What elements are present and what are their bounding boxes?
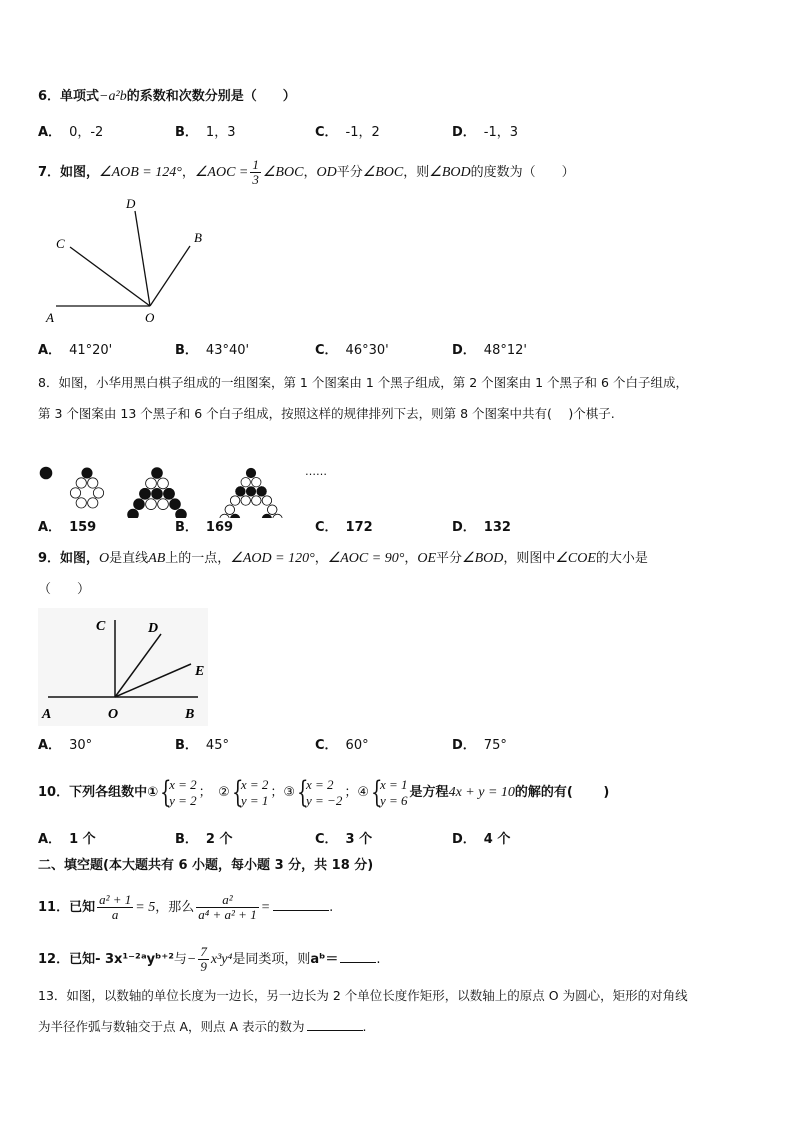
q8-options [38,518,738,538]
white-stone [76,478,86,488]
label-b: B [194,230,202,245]
q9-options [38,736,738,756]
q7-cond-aob: ∠AOB = 124° [99,165,182,180]
q12-fraction: $\frac{7}{9}$ [200,944,207,974]
q7-option-c[interactable]: C． 46°30' [315,343,389,358]
q8-stem-line1: 8．如图，小华用黑白棋子组成的一组图案，第 1 个图案由 1 个黑子组成，第 2 个图案由 1 个黑子和 6 个白子组成， [38,375,688,390]
q11-fraction-1: $\frac{\text{a² + 1}}{a}$ [99,892,132,922]
white-stone [241,496,250,505]
q6-option-d[interactable]: D． -1，3 [452,125,519,140]
black-stone [152,488,163,499]
black-stone [152,468,163,479]
q12-term-1: - 3x¹⁻²ᵃyᵇ⁺² [95,952,174,967]
black-stone [170,499,181,510]
black-stone [164,488,175,499]
white-stone [262,496,271,505]
q8-stone-patterns [30,428,350,518]
q7-option-d[interactable]: D． 48°12' [452,343,527,358]
q7-prefix: 7．如图， [38,165,100,180]
q7-cond-aoc: ∠AOC = [194,165,249,180]
ray-od [135,211,150,306]
black-stone [257,487,266,496]
q6-expr: −a²b [99,89,127,104]
q8-ellipsis: …… [305,465,327,478]
label-c: C [56,236,65,251]
q6-suffix: 的系数和次数分别是（ ） [126,89,296,104]
black-stone [128,509,139,518]
q10-system-4: { x = 1 y = 6 [371,774,408,810]
white-stone [76,498,86,508]
black-stone [40,467,52,479]
q11-stem: 11．已知 $\frac{\text{a² + 1}}{a}$ = 5，那么 $\frac{\text{a²}}{\text{a⁴ + a² + 1}}$ = . [38,892,334,922]
q10-equation: 4x + y = 10 [448,785,515,800]
black-stone [246,468,255,477]
q11-answer-blank[interactable] [273,898,329,911]
q13-stem-line1: 13．如图，以数轴的单位长度为一边长，另一边长为 2 个单位长度作矩形，以数轴上的原点 O 为圆心，矩形的对角线 [38,988,688,1003]
black-stone [82,468,92,478]
q10-option-b[interactable]: B． 2 个 [175,832,233,847]
black-stone [236,487,245,496]
white-stone [88,498,98,508]
q7-fraction: $\frac{1}{3}$ [252,157,259,187]
white-stone [146,478,157,489]
q12-answer-blank[interactable] [340,950,376,963]
white-stone [252,496,261,505]
q8-option-a[interactable]: A． 159 [38,520,97,535]
q7-option-a[interactable]: A． 41°20' [38,343,113,358]
q6-option-c[interactable]: C． -1，2 [315,125,380,140]
q8-option-b[interactable]: B． 169 [175,520,234,535]
q6-prefix: 6．单项式 [38,89,100,104]
q9-option-a[interactable]: A． 30° [38,738,93,753]
q9-option-c[interactable]: C． 60° [315,738,369,753]
q7-stem: 7．如图，∠AOB = 124°，∠AOC = $\frac{1}{3}$ ∠BOC，OD平分∠BOC，则∠BOD的度数为（ ） [38,157,575,187]
white-stone [146,499,157,510]
label-a: A [46,310,54,325]
white-stone [241,477,250,486]
q9-angle-figure [38,608,208,726]
q6-options [38,123,738,143]
q7-angle-figure [38,192,238,332]
label-c: C [96,619,106,634]
ray-ob [150,246,190,306]
white-stone [70,488,80,498]
black-stone [176,509,187,518]
q9-option-d[interactable]: D． 75° [452,738,507,753]
q10-option-c[interactable]: C． 3 个 [315,832,373,847]
q10-option-d[interactable]: D． 4 个 [452,832,511,847]
q7-option-b[interactable]: B． 43°40' [175,343,250,358]
q10-system-2: { x = 2 y = 1 [231,774,269,810]
white-stone [225,505,234,514]
q13-stem-line2: 为半径作弧与数轴交于点 A，则点 A 表示的数为 . [38,1019,367,1034]
black-stone [140,488,151,499]
section-2-title: 二、填空题(本大题共有 6 小题，每小题 3 分，共 18 分) [38,858,374,873]
q12-term-2: x³y⁴ [210,952,233,967]
label-o: O [108,707,119,722]
label-o: O [145,310,155,325]
q9-option-b[interactable]: B． 45° [175,738,229,753]
q7-options [38,341,738,361]
q6-option-a[interactable]: A． 0，-2 [38,125,104,140]
ray-oc [70,247,150,306]
q10-system-1: { x = 2 y = 2 [160,774,197,810]
q13-answer-blank[interactable] [307,1018,363,1031]
white-stone [93,488,103,498]
q6-stem [38,87,296,107]
white-stone [158,478,169,489]
label-d: D [148,621,159,636]
white-stone [268,505,277,514]
q10-options [38,830,738,850]
q8-option-d[interactable]: D． 132 [452,520,511,535]
q9-stem-line2: （ ） [38,582,91,597]
white-stone [252,477,261,486]
white-stone [88,478,98,488]
q11-fraction-2: $\frac{\text{a²}}{\text{a⁴ + a² + 1}}$ [198,892,257,922]
q8-stem-line2: 第 3 个图案由 13 个黑子和 6 个白子组成，按照这样的规律排列下去，则第 8 个图案中共有( )个棋子. [38,406,615,421]
white-stone [158,499,169,510]
black-stone [134,499,145,510]
label-e: E [195,664,205,679]
q6-option-b[interactable]: B． 1，3 [175,125,236,140]
q10-stem: 10．下列各组数中① { x = 2 y = 2 ； ② { x = 2 y = 1 ；③ { x = 2 y = −2 ；④ { x = 1 y = 6 是方程4x + y = 10的解的有( ) [38,774,610,810]
black-stone [246,487,255,496]
q8-option-c[interactable]: C． 172 [315,520,373,535]
label-b: B [185,707,195,722]
q12-stem: 12．已知- 3x¹⁻²ᵃyᵇ⁺²与− $\frac{7}{9}$ x³y⁴是同类项，则aᵇ＝ . [38,944,381,974]
q9-stem: 9．如图，O是直线AB上的一点，∠AOD = 120°，∠AOC = 90°，OE平分∠BOD，则图中∠COE的大小是 [38,551,648,566]
label-a: A [42,707,52,722]
q10-option-a[interactable]: A． 1 个 [38,832,96,847]
q10-system-3: { x = 2 y = −2 [297,774,343,810]
white-stone [230,496,239,505]
label-d: D [126,196,136,211]
